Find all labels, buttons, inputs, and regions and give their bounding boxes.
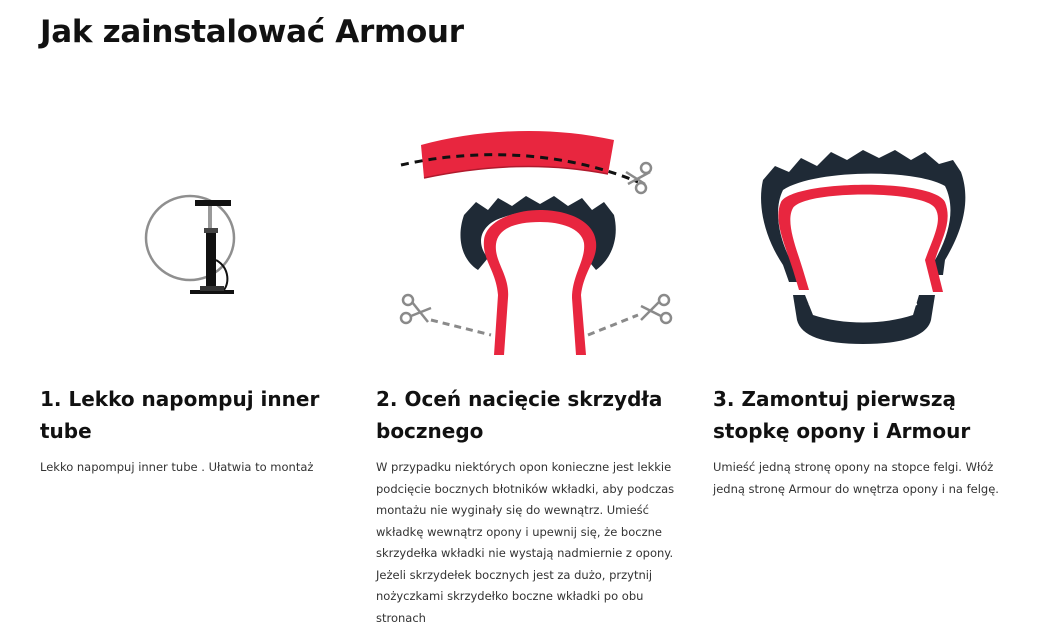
page-title: Jak zainstalować Armour — [40, 14, 464, 50]
step-3 — [713, 0, 1033, 642]
step-text: Umieść jedną stronę opony na stopce felgi. Włóż jedną stronę Armour do wnętrza opony i na felgę. — [713, 460, 999, 496]
step-title: 1. Lekko napompuj inner tube — [40, 387, 320, 443]
pump-icon — [40, 110, 360, 370]
step-2 — [376, 0, 696, 642]
step-title: 3. Zamontuj pierwszą stopkę opony i Armour — [713, 387, 971, 443]
step-title: 2. Oceń nacięcie skrzydła bocznego — [376, 387, 663, 443]
step-1 — [40, 0, 360, 642]
tire-mount-icon — [713, 110, 1033, 370]
step-text: Lekko napompuj inner tube . Ułatwia to montaż — [40, 460, 314, 474]
tire-cut-icon — [376, 110, 696, 370]
step-text: W przypadku niektórych opon konieczne jest lekkie podcięcie bocznych błotników wkładki, aby podczas montażu nie wyginały się do wewnątrz. Umieść wkładkę wewnątrz opony i upewnij się, że boczne skrzydełka wkładki nie wystają nadmiernie z opony. Jeżeli skrzydełek bocznych jest za dużo, przytnij nożyczkami skrzydełko boczne wkładki po obu stronach — [376, 460, 675, 625]
